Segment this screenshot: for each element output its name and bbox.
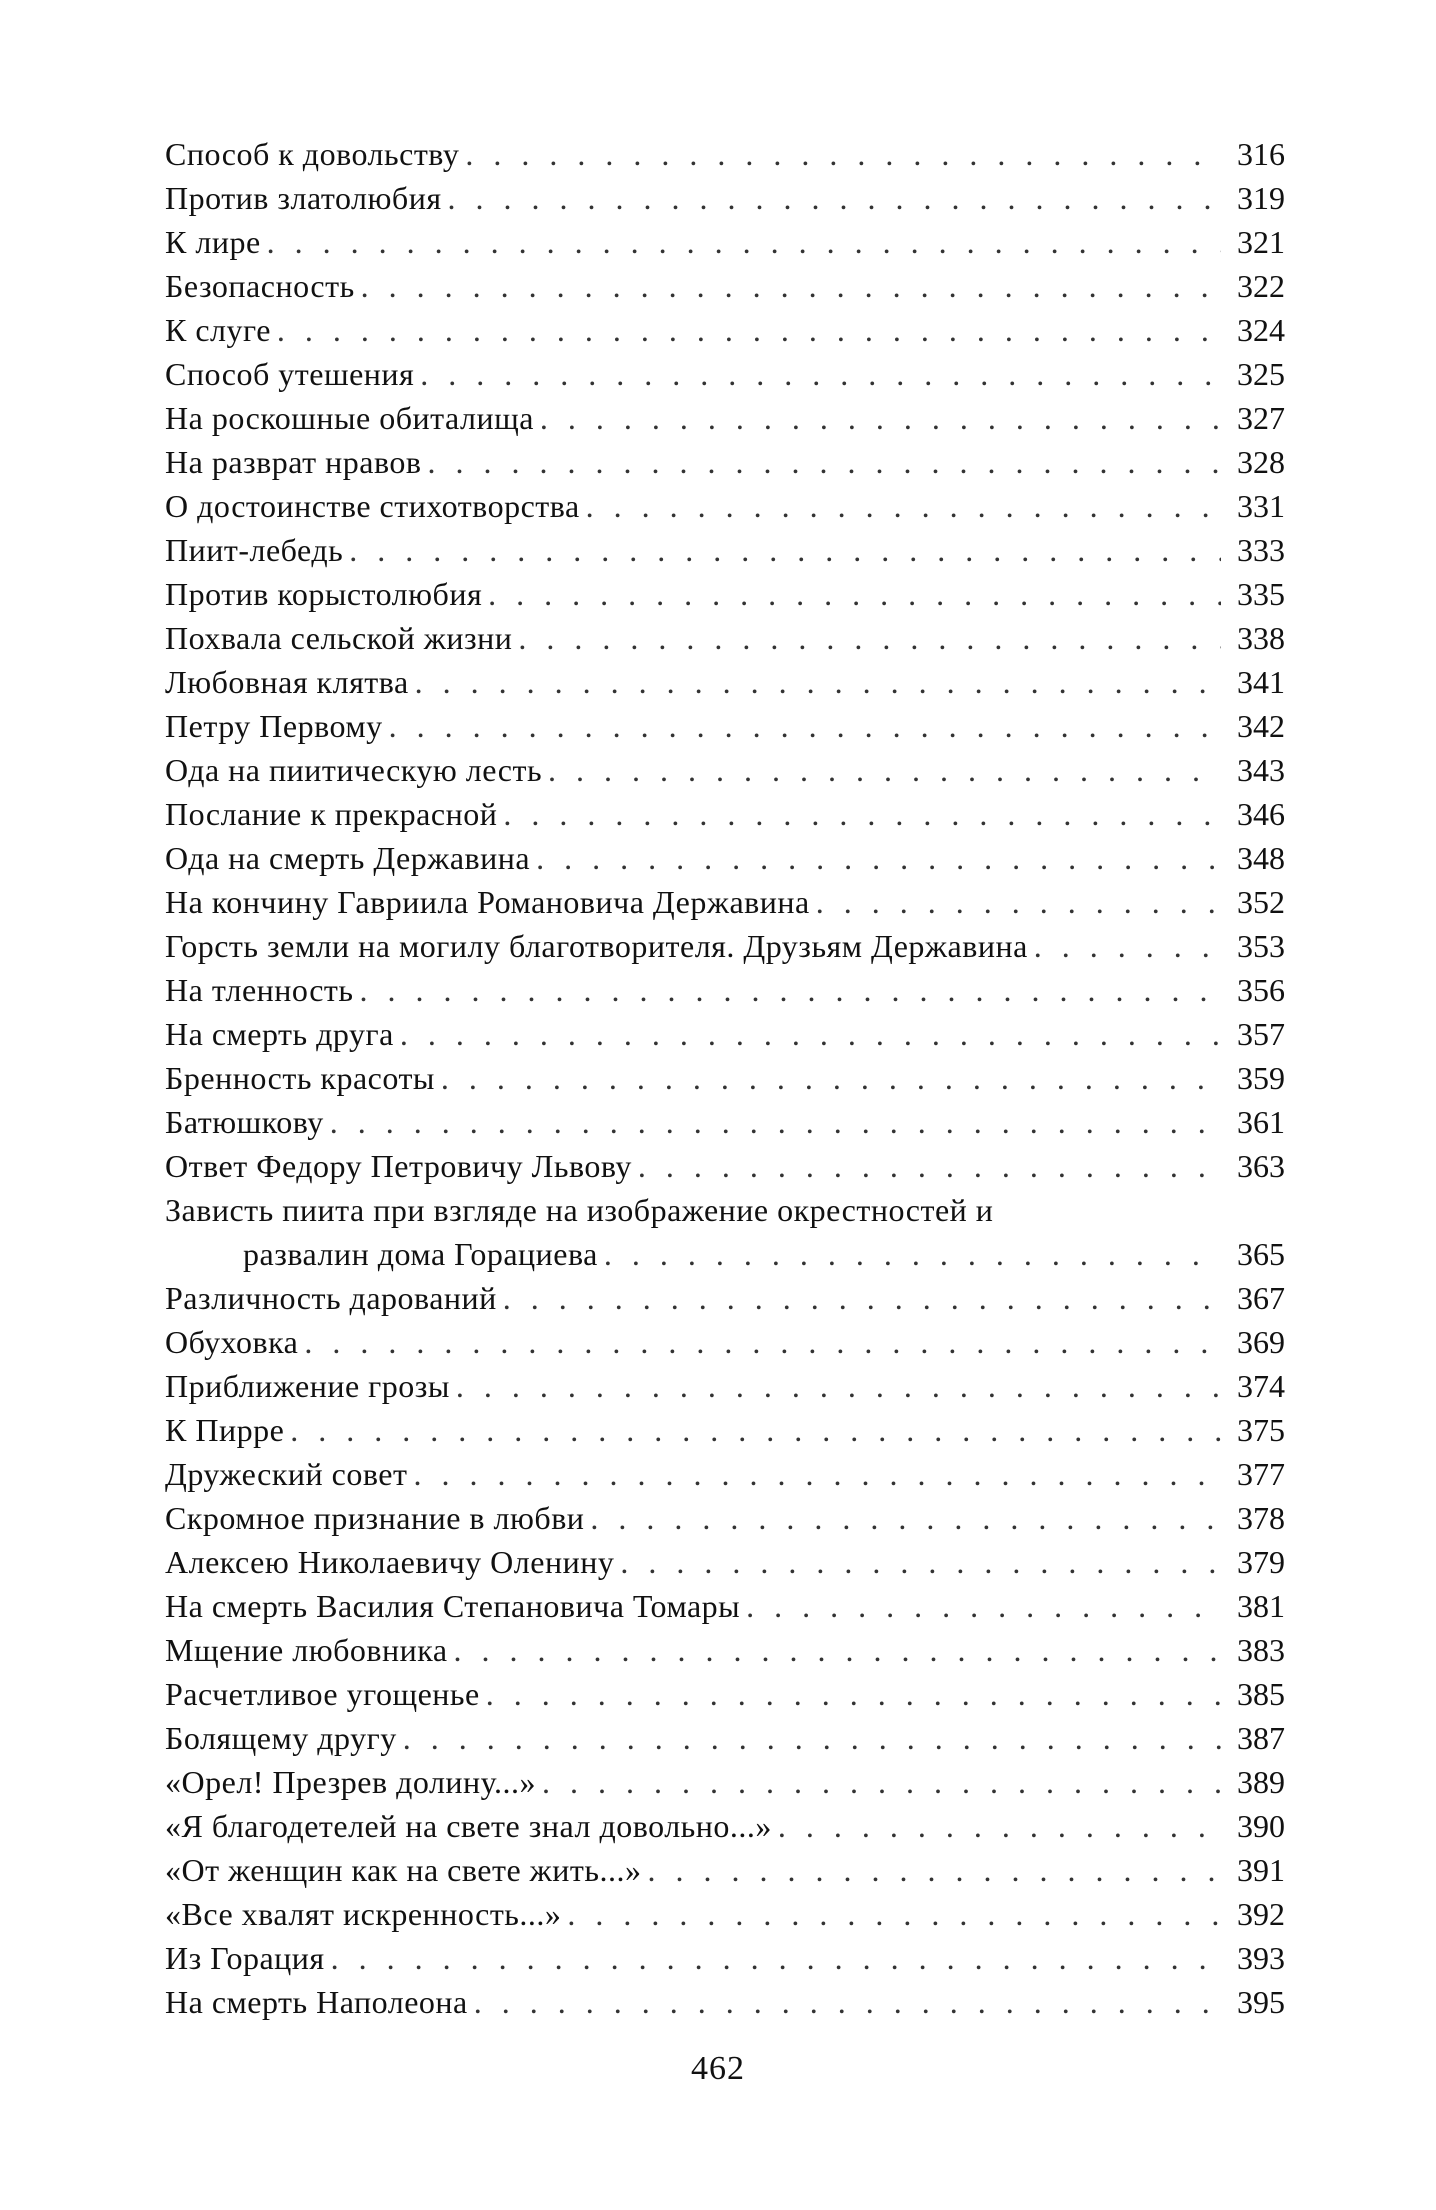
toc-entry <box>165 1012 1285 1056</box>
dot-leader <box>403 1716 1221 1760</box>
dot-leader <box>441 1056 1221 1100</box>
toc-entry <box>165 528 1285 572</box>
toc-entry-page: 316 <box>1237 136 1285 172</box>
dot-leader <box>331 1936 1221 1980</box>
toc-entry <box>165 572 1285 616</box>
toc-entry-title: «Все хвалят искренность...» <box>165 1896 562 1932</box>
toc-entry-title: На кончину Гавриила Романовича Державина <box>165 884 810 920</box>
dot-leader <box>304 1320 1221 1364</box>
toc-entry-title: Способ к довольству <box>165 136 460 172</box>
toc-entry-title: К слуге <box>165 312 271 348</box>
toc-entry <box>165 1100 1285 1144</box>
toc-entry-page: 393 <box>1237 1940 1285 1976</box>
toc-entry <box>165 1804 1285 1848</box>
toc-entry-page: 367 <box>1237 1280 1285 1316</box>
toc-entry <box>165 1848 1285 1892</box>
toc-entry <box>165 132 1285 176</box>
toc-entry <box>165 748 1285 792</box>
toc-entry <box>165 1056 1285 1100</box>
dot-leader <box>486 1672 1221 1716</box>
toc-entry-title: Расчетливое угощенье <box>165 1676 480 1712</box>
toc-entry <box>165 660 1285 704</box>
dot-leader <box>503 1276 1221 1320</box>
toc-entry-page: 361 <box>1237 1104 1285 1140</box>
dot-leader <box>536 836 1221 880</box>
toc-entry-title: Послание к прекрасной <box>165 796 498 832</box>
toc-entry-title: Пиит-лебедь <box>165 532 344 568</box>
toc-entry-title: К лире <box>165 224 261 260</box>
dot-leader <box>638 1144 1221 1188</box>
toc-entry-title: К Пирре <box>165 1412 285 1448</box>
toc-entry-page: 381 <box>1237 1588 1285 1624</box>
toc-entry-page: 395 <box>1237 1984 1285 2020</box>
toc-entry-title: Батюшкову <box>165 1104 324 1140</box>
dot-leader <box>465 132 1221 176</box>
toc-entry-title: Болящему другу <box>165 1720 397 1756</box>
toc-entry <box>165 1716 1285 1760</box>
toc-entry-title: «Я благодетелей на свете знал довольно...» <box>165 1808 772 1844</box>
toc-entry-title: «От женщин как на свете жить...» <box>165 1852 642 1888</box>
toc-entry-page: 378 <box>1237 1500 1285 1536</box>
toc-entry-title: Бренность красоты <box>165 1060 435 1096</box>
toc-entry <box>165 704 1285 748</box>
toc-entry <box>165 792 1285 836</box>
toc-entry-title: Похвала сельской жизни <box>165 620 513 656</box>
toc-entry-page: 327 <box>1237 400 1285 436</box>
dot-leader <box>349 528 1221 572</box>
toc-entry <box>165 1276 1285 1320</box>
toc-entry-title: Дружеский совет <box>165 1456 408 1492</box>
toc-entry-title: Зависть пиита при взгляде на изображение окрестностей и <box>165 1192 994 1228</box>
dot-leader <box>816 880 1221 924</box>
toc-entry-title: Ода на пиитическую лесть <box>165 752 543 788</box>
toc-entry-page: 385 <box>1237 1676 1285 1712</box>
toc-entry <box>165 880 1285 924</box>
dot-leader <box>415 660 1221 704</box>
dot-leader <box>267 220 1221 264</box>
toc-entry-title: Против златолюбия <box>165 180 442 216</box>
toc-entry-title: Петру Первому <box>165 708 383 744</box>
dot-leader <box>454 1628 1221 1672</box>
toc-entry-page: 357 <box>1237 1016 1285 1052</box>
toc-entry-title: Из Горация <box>165 1940 325 1976</box>
toc-entry-page: 321 <box>1237 224 1285 260</box>
toc-entry-title: На разврат нравов <box>165 444 422 480</box>
toc-entry-title: Безопасность <box>165 268 355 304</box>
dot-leader <box>590 1496 1221 1540</box>
toc-entry-page: 324 <box>1237 312 1285 348</box>
toc-entry-page: 328 <box>1237 444 1285 480</box>
toc-entry-title: Приближение грозы <box>165 1368 450 1404</box>
toc-entry-page: 391 <box>1237 1852 1285 1888</box>
dot-leader <box>518 616 1221 660</box>
toc-entry-page: 335 <box>1237 576 1285 612</box>
dot-leader <box>474 1980 1221 2024</box>
toc-entry <box>165 1452 1285 1496</box>
toc-entry <box>165 1980 1285 2024</box>
toc-entry <box>165 1496 1285 1540</box>
toc-entry <box>165 1760 1285 1804</box>
toc-entry-page: 389 <box>1237 1764 1285 1800</box>
dot-leader <box>488 572 1221 616</box>
toc-entry <box>165 1188 1285 1276</box>
dot-leader <box>277 308 1221 352</box>
dot-leader <box>456 1364 1221 1408</box>
toc-entry-title: О достоинстве стихотворства <box>165 488 580 524</box>
toc-entry-title-continued: развалин дома Горациева <box>243 1236 598 1272</box>
toc-entry <box>165 396 1285 440</box>
toc-entry-page: 352 <box>1237 884 1285 920</box>
dot-leader <box>604 1232 1221 1276</box>
page-number-footer: 462 <box>691 2050 745 2087</box>
toc-entry-title: На смерть Василия Степановича Томары <box>165 1588 741 1624</box>
toc-entry-page: 346 <box>1237 796 1285 832</box>
toc-entry-title: Алексею Николаевичу Оленину <box>165 1544 615 1580</box>
toc-entry <box>165 264 1285 308</box>
toc-entry-page: 322 <box>1237 268 1285 304</box>
toc-entry-title: Против корыстолюбия <box>165 576 483 612</box>
toc-entry-page: 342 <box>1237 708 1285 744</box>
toc-entry <box>165 1936 1285 1980</box>
toc-entry <box>165 308 1285 352</box>
table-of-contents <box>165 132 1285 2024</box>
dot-leader <box>360 968 1222 1012</box>
toc-entry <box>165 616 1285 660</box>
dot-leader <box>1034 924 1221 968</box>
toc-entry <box>165 924 1285 968</box>
toc-entry-title: На смерть друга <box>165 1016 394 1052</box>
toc-entry-title: Любовная клятва <box>165 664 409 700</box>
toc-entry-page: 383 <box>1237 1632 1285 1668</box>
toc-entry-title: Ответ Федору Петровичу Львову <box>165 1148 632 1184</box>
toc-entry <box>165 1540 1285 1584</box>
toc-entry-title: Различность дарований <box>165 1280 497 1316</box>
toc-entry <box>165 1320 1285 1364</box>
toc-entry-page: 331 <box>1237 488 1285 524</box>
toc-entry <box>165 1144 1285 1188</box>
dot-leader <box>647 1848 1221 1892</box>
toc-entry-title: Ода на смерть Державина <box>165 840 531 876</box>
toc-entry-page: 369 <box>1237 1324 1285 1360</box>
toc-entry-page: 333 <box>1237 532 1285 568</box>
dot-leader <box>400 1012 1221 1056</box>
toc-entry <box>165 1408 1285 1452</box>
dot-leader <box>361 264 1221 308</box>
toc-entry-page: 343 <box>1237 752 1285 788</box>
toc-entry-page: 356 <box>1237 972 1285 1008</box>
toc-entry-title: Скромное признание в любви <box>165 1500 585 1536</box>
dot-leader <box>427 440 1221 484</box>
toc-entry-title: На тленность <box>165 972 354 1008</box>
toc-entry-page: 375 <box>1237 1412 1285 1448</box>
dot-leader <box>778 1804 1221 1848</box>
toc-entry <box>165 1672 1285 1716</box>
toc-entry-title: На роскошные обиталища <box>165 400 534 436</box>
dot-leader <box>420 352 1221 396</box>
dot-leader <box>503 792 1221 836</box>
toc-entry <box>165 1364 1285 1408</box>
toc-entry-title: «Орел! Презрев долину...» <box>165 1764 536 1800</box>
dot-leader <box>586 484 1221 528</box>
dot-leader <box>567 1892 1221 1936</box>
toc-entry-page: 359 <box>1237 1060 1285 1096</box>
toc-entry <box>165 968 1285 1012</box>
toc-entry <box>165 484 1285 528</box>
toc-entry <box>165 352 1285 396</box>
toc-entry <box>165 176 1285 220</box>
toc-entry-page: 319 <box>1237 180 1285 216</box>
toc-entry <box>165 1892 1285 1936</box>
toc-entry <box>165 836 1285 880</box>
dot-leader <box>620 1540 1221 1584</box>
toc-entry-page: 379 <box>1237 1544 1285 1580</box>
toc-entry-page: 325 <box>1237 356 1285 392</box>
toc-entry-title: Горсть земли на могилу благотворителя. Друзьям Державина <box>165 928 1028 964</box>
page <box>165 132 1285 2032</box>
dot-leader <box>542 1760 1221 1804</box>
dot-leader <box>448 176 1221 220</box>
dot-leader <box>540 396 1221 440</box>
toc-entry-title: Обуховка <box>165 1324 299 1360</box>
toc-entry <box>165 1628 1285 1672</box>
toc-entry-title: Мщение любовника <box>165 1632 448 1668</box>
toc-entry-page: 374 <box>1237 1368 1285 1404</box>
toc-entry <box>165 220 1285 264</box>
toc-entry-page: 392 <box>1237 1896 1285 1932</box>
toc-entry-page: 363 <box>1237 1148 1285 1184</box>
dot-leader <box>290 1408 1221 1452</box>
toc-entry-continuation <box>165 1232 1285 1276</box>
toc-entry-page: 390 <box>1237 1808 1285 1844</box>
toc-entry-page: 365 <box>1237 1236 1285 1272</box>
toc-entry-page: 348 <box>1237 840 1285 876</box>
dot-leader <box>330 1100 1221 1144</box>
toc-entry-title: На смерть Наполеона <box>165 1984 468 2020</box>
toc-entry-page: 387 <box>1237 1720 1285 1756</box>
toc-entry-page: 338 <box>1237 620 1285 656</box>
toc-entry <box>165 440 1285 484</box>
toc-entry-title: Способ утешения <box>165 356 415 392</box>
toc-entry-page: 341 <box>1237 664 1285 700</box>
dot-leader <box>413 1452 1221 1496</box>
toc-entry-page: 377 <box>1237 1456 1285 1492</box>
toc-entry-page: 353 <box>1237 928 1285 964</box>
dot-leader <box>746 1584 1221 1628</box>
dot-leader <box>389 704 1221 748</box>
dot-leader <box>548 748 1221 792</box>
toc-entry <box>165 1584 1285 1628</box>
